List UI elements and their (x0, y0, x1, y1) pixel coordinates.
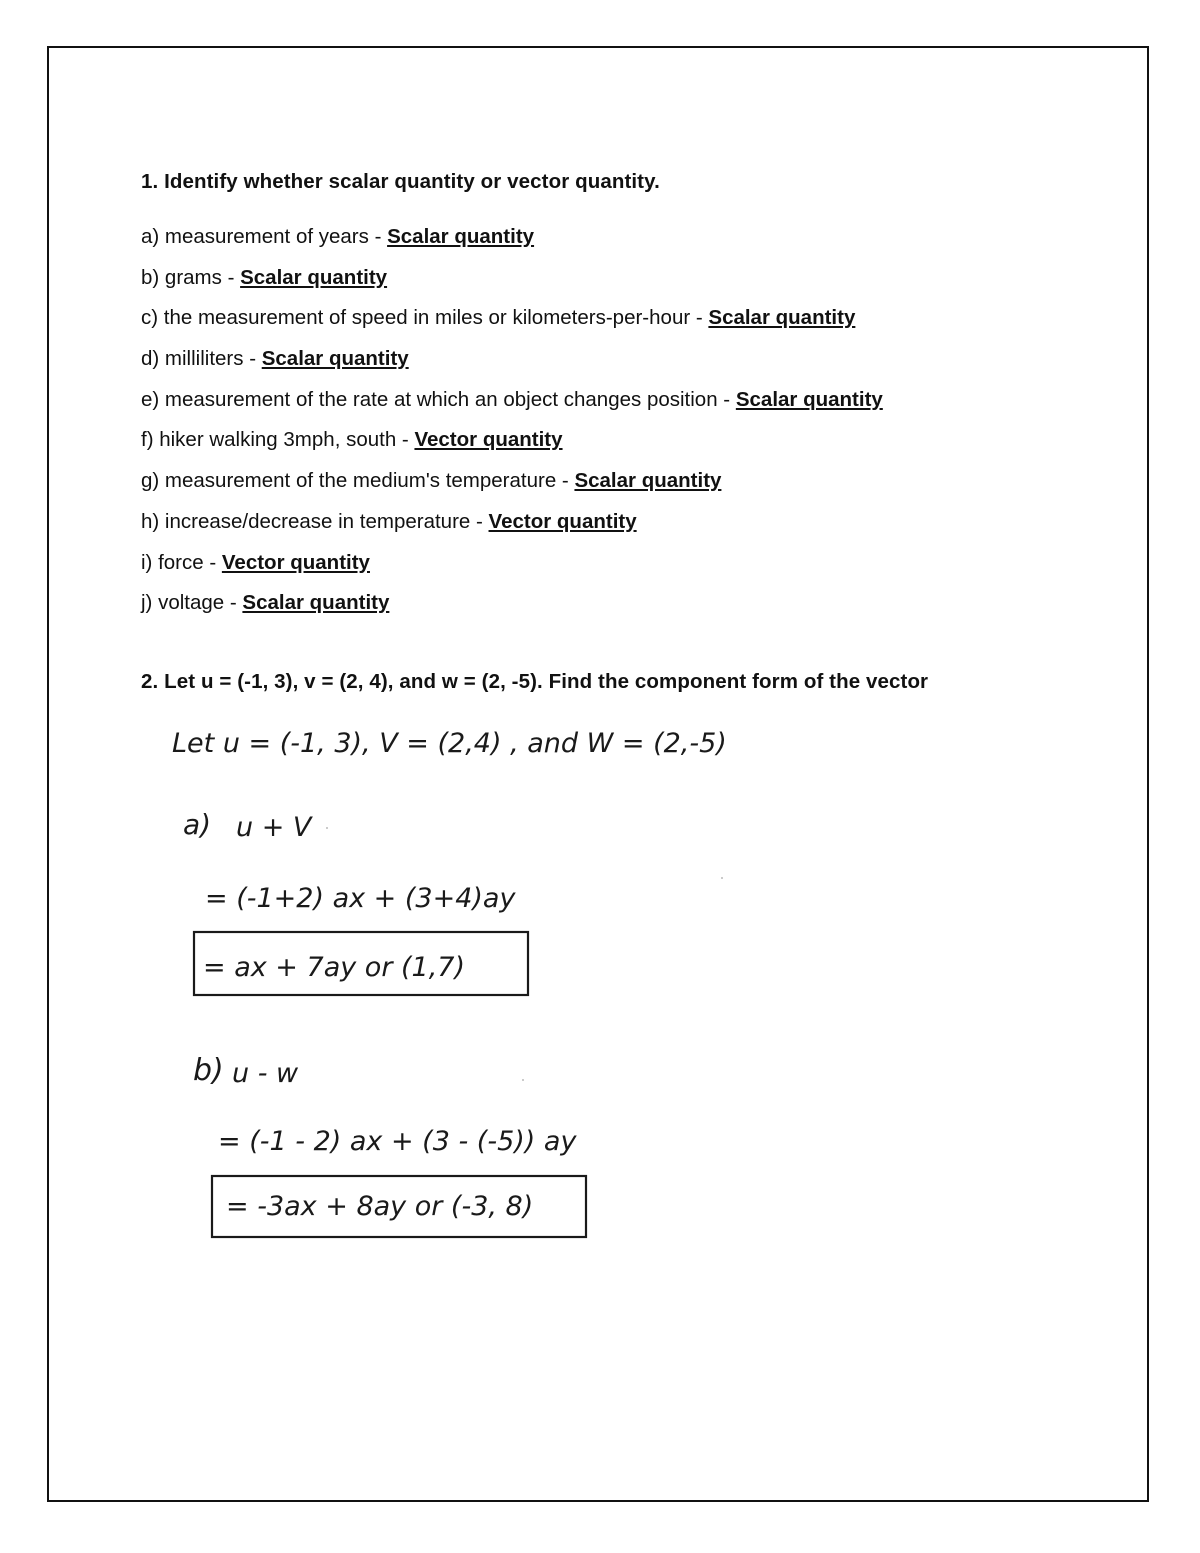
scan-speck (522, 1079, 524, 1081)
item-prompt: h) increase/decrease in temperature - (141, 509, 489, 533)
item-answer: Scalar quantity (574, 469, 722, 493)
item-answer: Vector quantity (414, 428, 563, 452)
item-answer: Scalar quantity (387, 225, 535, 248)
part-b-label: b) (193, 1053, 224, 1088)
question-1-heading: 1. Identify whether scalar quantity or vector quantity. (141, 170, 660, 193)
item-prompt: b) grams - (141, 265, 241, 289)
item-prompt: d) milliliters - (141, 347, 262, 371)
item-prompt: e) measurement of the rate at which an object changes position - (141, 387, 736, 411)
item-answer: Scalar quantity (708, 306, 856, 330)
part-b-result: = -3ax + 8ay or (-3, 8) (226, 1191, 534, 1222)
item-answer: Vector quantity (488, 509, 637, 533)
handwritten-given: Let u = (-1, 3), V = (2,4) , and W = (2,-5) (172, 728, 727, 759)
part-a-label: a) (183, 808, 212, 841)
scan-speck (326, 827, 328, 829)
item-answer: Scalar quantity (735, 387, 883, 411)
item-prompt: a) measurement of years - (141, 225, 388, 248)
item-prompt: g) measurement of the medium's temperature - (141, 469, 575, 493)
part-b-expression: u - w (232, 1058, 299, 1089)
part-b-step: = (-1 - 2) ax + (3 - (-5)) ay (218, 1126, 577, 1157)
question-2-heading: 2. Let u = (-1, 3), v = (2, 4), and w = (2, -5). Find the component form of the vector (141, 670, 929, 693)
scan-speck (721, 877, 723, 879)
part-a-result: = ax + 7ay or (1,7) (203, 952, 466, 983)
item-answer: Scalar quantity (242, 591, 390, 615)
item-prompt: i) force - (141, 550, 222, 574)
item-answer: Scalar quantity (261, 347, 409, 371)
item-answer: Scalar quantity (240, 265, 388, 289)
part-a-expression: u + V (236, 812, 312, 843)
item-prompt: f) hiker walking 3mph, south - (141, 428, 415, 452)
item-answer: Vector quantity (221, 550, 370, 574)
item-prompt: j) voltage - (141, 591, 243, 615)
item-prompt: c) the measurement of speed in miles or kilometers-per-hour - (141, 306, 709, 330)
part-a-step: = (-1+2) ax + (3+4)ay (205, 883, 516, 914)
